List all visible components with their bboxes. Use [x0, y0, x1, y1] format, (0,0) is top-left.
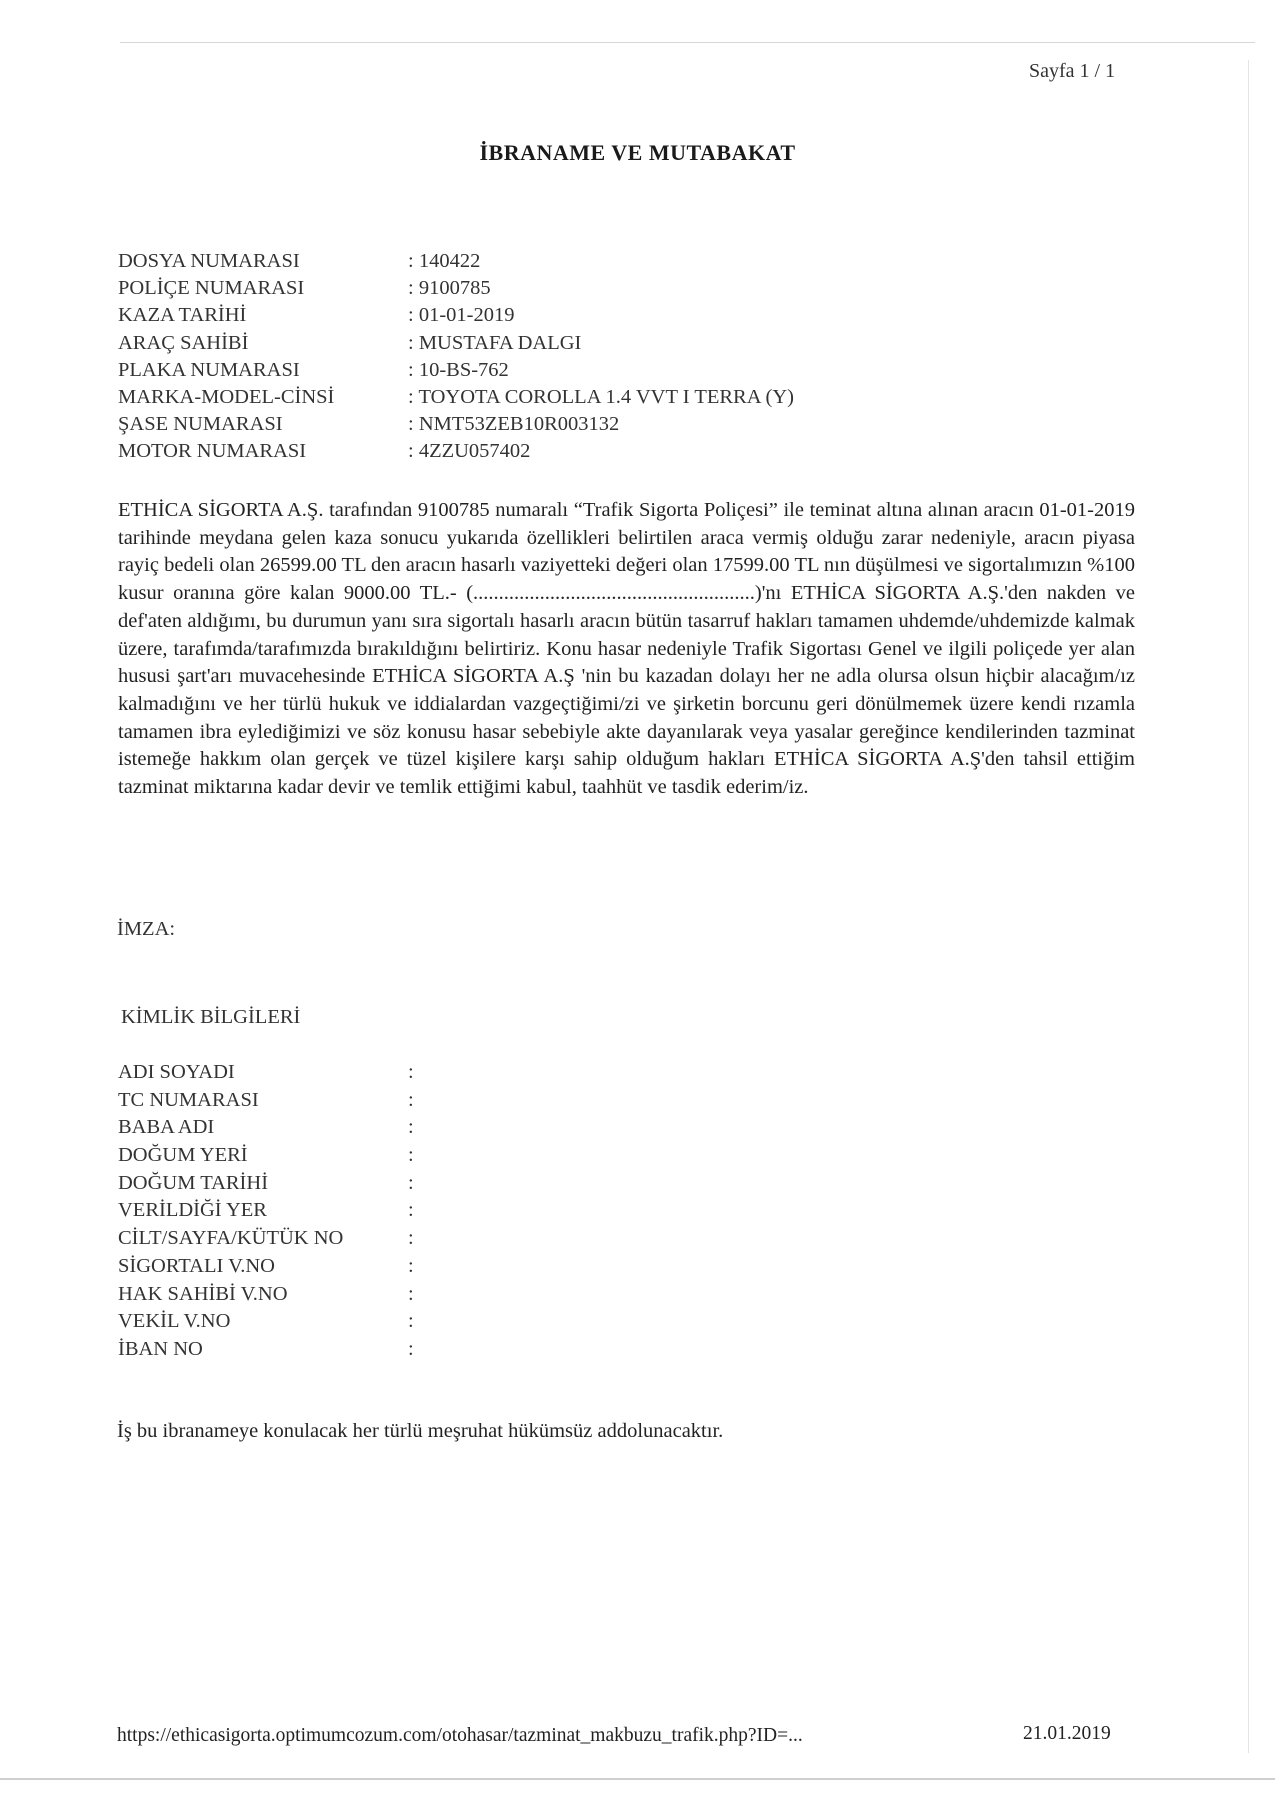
engine-number-label: MOTOR NUMARASI [118, 440, 307, 463]
identity-row [118, 1308, 414, 1336]
file-info-row [118, 411, 794, 438]
insured-tax-number-value: : [408, 1254, 414, 1277]
tc-number-label: TC NUMARASI [118, 1088, 259, 1111]
vehicle-owner-value: : MUSTAFA DALGI [408, 331, 582, 354]
vehicle-owner-label: ARAÇ SAHİBİ [118, 331, 249, 354]
plate-number-label: PLAKA NUMARASI [118, 358, 300, 381]
birth-date-value: : [408, 1171, 414, 1194]
father-name-value: : [408, 1116, 414, 1139]
registry-label: CİLT/SAYFA/KÜTÜK NO [118, 1227, 344, 1250]
identity-row [118, 1142, 414, 1170]
plate-number-value: : 10-BS-762 [408, 358, 509, 381]
registry-value: : [408, 1227, 414, 1250]
bottom-scan-edge [0, 1778, 1275, 1780]
policy-number-value: : 9100785 [408, 277, 491, 300]
accident-date-value: : 01-01-2019 [408, 304, 515, 327]
birth-place-label: DOĞUM YERİ [118, 1144, 248, 1167]
file-info-row [118, 357, 794, 384]
document-title: İBRANAME VE MUTABAKAT [479, 140, 796, 165]
file-info-row [118, 275, 794, 302]
birth-place-value: : [408, 1144, 414, 1167]
file-info-row [118, 438, 794, 465]
file-number-value: : 140422 [408, 250, 481, 272]
issue-place-value: : [408, 1199, 414, 1222]
accident-date-label: KAZA TARİHİ [118, 304, 247, 327]
file-info-row [118, 330, 794, 357]
file-info-row [118, 302, 794, 329]
beneficiary-tax-number-label: HAK SAHİBİ V.NO [118, 1282, 288, 1305]
chassis-number-label: ŞASE NUMARASI [118, 413, 283, 436]
file-info-row [118, 248, 794, 275]
issue-place-label: VERİLDİĞİ YER [118, 1199, 267, 1222]
brand-model-value: : TOYOTA COROLLA 1.4 VVT I TERRA (Y) [408, 385, 794, 408]
birth-date-label: DOĞUM TARİHİ [118, 1171, 269, 1194]
identity-row [118, 1253, 414, 1281]
identity-row [118, 1336, 414, 1364]
identity-row [118, 1170, 414, 1198]
release-statement-paragraph: ETHİCA SİGORTA A.Ş. tarafından 9100785 numaralı “Trafik Sigorta Poliçesi” ile teminat altına alınan aracın 01-01-2019 tarihinde meydana gelen kaza sonucu yukarıda özellikleri belirtilen araca vermiş olduğu zarar nedeniyle, aracın piyasa rayiç bedeli olan 26599.00 TL den aracın hasarlı vaziyetteki değeri olan 17599.00 TL nın düşülmesi ve sigortalımızın %100 kusur oranına göre kalan 9000.00 TL.- (.......................................................)'nı ETHİCA SİGORTA A.Ş.'den nakden ve def'aten aldığımı, bu durumun yanı sıra sigortalı hasarlı aracın bütün tasarruf hakları tamamen uhdemde/uhdemizde kalmak üzere, tarafımda/tarafımızda bırakıldığını belirtiriz. Konu hasar nedeniyle Trafik Sigortası Genel ve ilgili poliçede yer alan hususi şart'arı muvacehesinde ETHİCA SİGORTA A.Ş 'nin bu kazadan dolayı her ne adla olursa olsun hiçbir alacağım/ız kalmadığını ve her türlü hukuk ve iddialardan vazgeçtiğimi/zi ve şirketin borcunu geri dönülmemek üzere kendi rızamla tamamen ibra eylediğimizi ve söz konusu hasar sebebiyle akte dayanılarak veya yasalar gereğince kendilerinden tazminat istemeğe hakkım olan gerçek ve tüzel kişilere karşı sahip olduğum hakları ETHİCA SİGORTA A.Ş'den tahsil ettiğim tazminat miktarına kadar devir ve temlik ettiğimi kabul, taahhüt ve tasdik ederim/iz. [118, 499, 1135, 799]
identity-block [118, 1059, 414, 1364]
file-number-label: DOSYA NUMARASI [118, 250, 300, 272]
file-info-row [118, 384, 794, 411]
beneficiary-tax-number-value: : [408, 1282, 414, 1305]
chassis-number-value: : NMT53ZEB10R003132 [408, 413, 620, 436]
identity-row [118, 1114, 414, 1142]
proxy-tax-number-value: : [408, 1310, 414, 1333]
father-name-label: BABA ADI [118, 1116, 215, 1139]
footer-url: https://ethicasigorta.optimumcozum.com/otohasar/tazminat_makbuzu_trafik.php?ID=... [117, 1725, 803, 1746]
iban-label: İBAN NO [118, 1337, 203, 1360]
signature-label: İMZA: [117, 918, 176, 940]
identity-row [118, 1225, 414, 1253]
proxy-tax-number-label: VEKİL V.NO [118, 1310, 231, 1333]
full-name-label: ADI SOYADI [118, 1061, 235, 1083]
tc-number-value: : [408, 1088, 414, 1111]
page-number: Sayfa 1 / 1 [1029, 60, 1116, 82]
iban-value: : [408, 1337, 414, 1360]
right-scan-edge [1248, 60, 1249, 1753]
top-scan-edge [120, 42, 1255, 43]
brand-model-label: MARKA-MODEL-CİNSİ [118, 385, 335, 408]
insured-tax-number-label: SİGORTALI V.NO [118, 1254, 275, 1277]
footer-date: 21.01.2019 [1023, 1723, 1111, 1744]
policy-number-label: POLİÇE NUMARASI [118, 277, 305, 300]
full-name-value: : [408, 1061, 414, 1083]
identity-row [118, 1197, 414, 1225]
identity-row [118, 1059, 414, 1087]
engine-number-value: : 4ZZU057402 [408, 440, 531, 463]
file-info-block [118, 248, 794, 466]
identity-row [118, 1087, 414, 1115]
identity-row [118, 1281, 414, 1309]
identity-section-title: KİMLİK BİLGİLERİ [121, 1006, 301, 1028]
footer-note: İş bu ibranameye konulacak her türlü meşruhat hükümsüz addolunacaktır. [117, 1420, 724, 1442]
release-statement [118, 497, 1135, 802]
